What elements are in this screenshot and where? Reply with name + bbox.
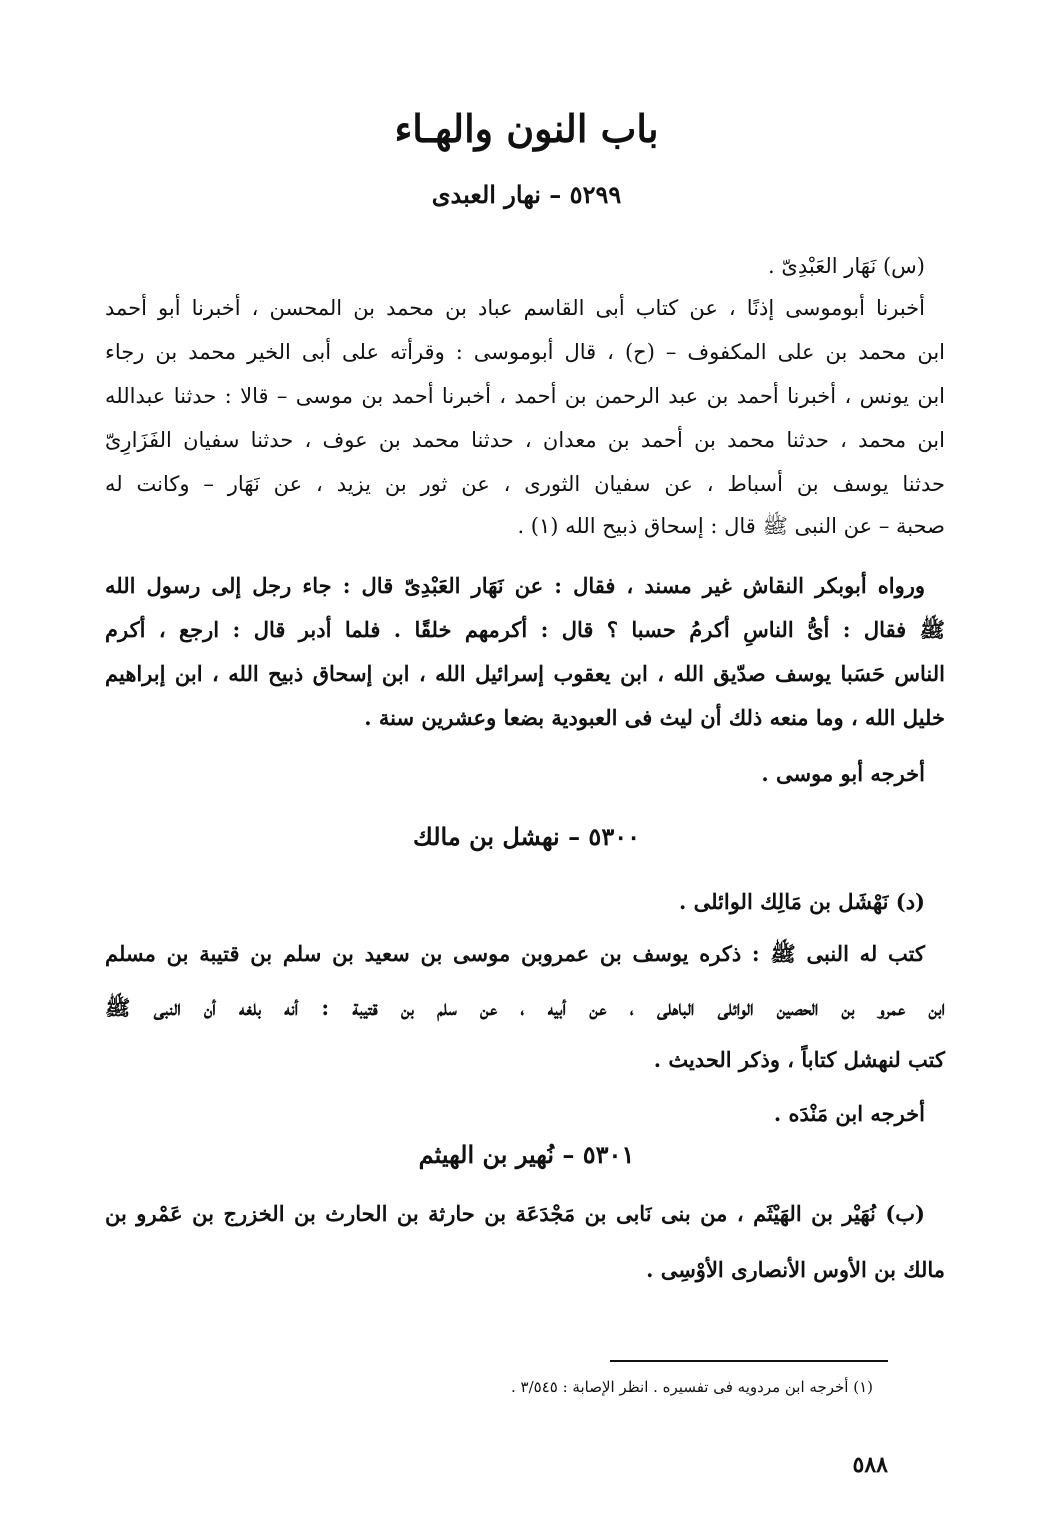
takhrij-line: أخرجه أبو موسى . (761, 761, 925, 786)
entry-heading-5299: ٥٢٩٩ – نهار العبدى (431, 180, 622, 209)
text-line: ابن محمد بن على المكفوف – (ح) ، قال أبوموسى : وقرأته على أبى الخير محمد بن رجاء (105, 340, 945, 364)
text-line: صحبة – عن النبى ﷺ قال : إسحاق ذبيح الله (١) . (517, 514, 945, 538)
footnote: (١) أخرجه ابن مردويه فى تفسيره . انظر الإصابة : ٣/٥٤٥ . (511, 1378, 873, 1396)
text-line: مالك بن الأوس الأنصارى الأوْسِى . (646, 1257, 945, 1282)
text-line: الناس حَسَبا يوسف صدّيق الله ، ابن يعقوب إسرائيل الله ، ابن إسحاق ذبيح الله ، ابن إبراهيم (105, 661, 945, 686)
text-line: خليل الله ، وما منعه ذلك أن ليث فى العبودية بضعا وعشرين سنة . (364, 705, 945, 730)
chapter-title: باب النون والهـاء (394, 106, 659, 151)
entry-heading-5301: ٥٣٠١ – نُهير بن الهيثم (418, 1140, 635, 1169)
takhrij-line: أخرجه ابن مَنْدَه . (773, 1101, 925, 1126)
footnote-separator (610, 1360, 888, 1362)
text-line: ابن عمرو بن الحصين الوائلى الباهلى ، عن أبيه ، عن سلم بن قتيبة : أنه بلغه أن النبى ﷺ (105, 995, 945, 1020)
text-line: ﷺ فقال : أىُّ الناسِ أكرمُ حسبا ؟ قال : أكرمهم خلقًا . فلما أدبر قال : ارجع ، أكرم (105, 617, 945, 642)
text-line: ابن محمد ، حدثنا محمد بن أحمد بن معدان ، حدثنا محمد بن عوف ، حدثنا سفيان الفَزَارِىّ (105, 428, 945, 452)
page-number: ٥٨٨ (852, 1452, 888, 1478)
entry-intro-line: (س) نَهَار العَبْدِىّ . (768, 254, 925, 278)
text-line: أخبرنا أبوموسى إذنًا ، عن كتاب أبى القاسم عباد بن محمد بن المحسن ، أخبرنا أبو أحمد (105, 296, 925, 320)
entry-intro-line: (د) نَهْشَل بن مَالِك الوائلى . (678, 889, 925, 914)
entry-intro-line: (ب) نُهَيْر بن الهَيْثَم ، من بنى نَابى بن مَجْدَعَة بن حارثة بن الحارث بن الخزرج بن عَمْرو بن (105, 1201, 925, 1226)
text-line: كتب له النبى ﷺ : ذكره يوسف بن عمروبن موسى بن سعيد بن سلم بن قتيبة بن مسلم (105, 941, 925, 966)
text-line: ورواه أبوبكر النقاش غير مسند ، فقال : عن نَهَار العَبْدِىّ قال : جاء رجل إلى رسول الله (105, 573, 925, 598)
text-line: حدثنا يوسف بن أسباط ، عن سفيان الثورى ، عن ثور بن يزيد ، عن نَهَار – وكانت له (105, 472, 945, 496)
text-line: ابن يونس ، أخبرنا أحمد بن عبد الرحمن بن أحمد ، أخبرنا أحمد بن موسى – قالا : حدثنا عبدالله (105, 384, 945, 408)
text-line: كتب لنهشل كتاباً ، وذكر الحديث . (653, 1047, 945, 1072)
entry-heading-5300: ٥٣٠٠ – نهشل بن مالك (413, 822, 640, 851)
